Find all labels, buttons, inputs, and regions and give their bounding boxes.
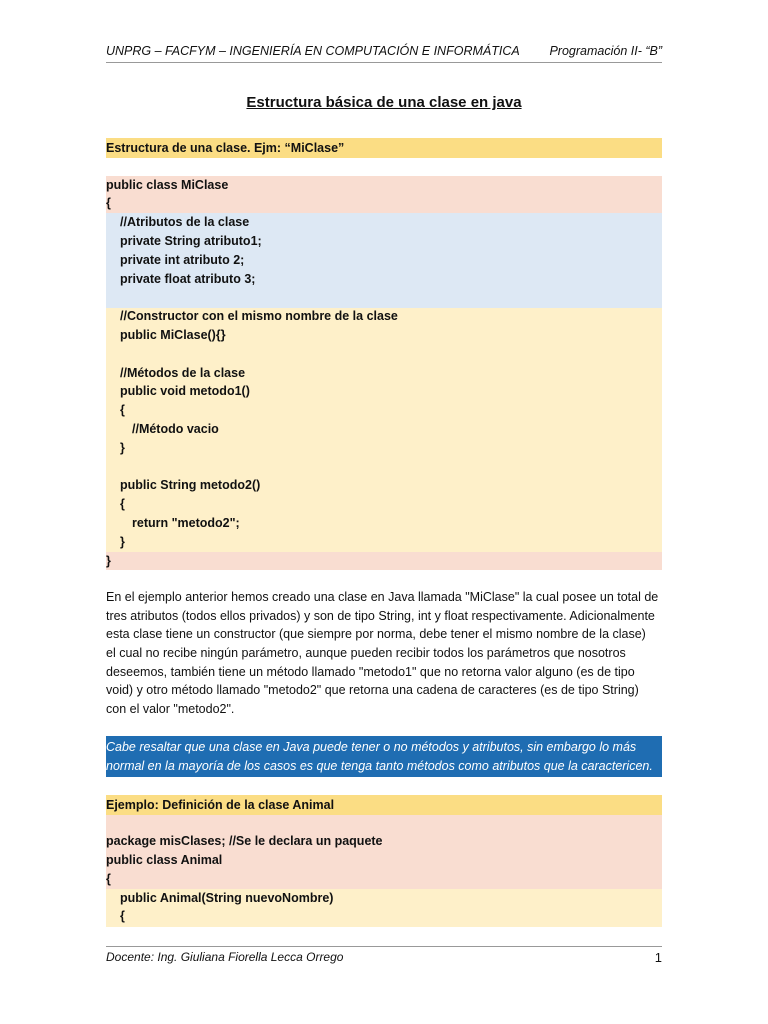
explanation-paragraph — [106, 588, 662, 719]
note-line: Cabe resaltar que una clase en Java puede tener o no métodos y atributos, sin embargo lo más — [106, 740, 637, 754]
code-line: public String metodo2() — [120, 478, 261, 492]
section1-heading: Estructura de una clase. Ejm: “MiClase” — [106, 141, 345, 155]
page-header — [106, 44, 662, 63]
code-line: private String atributo1; — [120, 234, 262, 248]
paragraph-line: En el ejemplo anterior hemos creado una clase en Java llamada "MiClase" la cual posee un total de — [106, 590, 659, 604]
code-line: public class Animal — [106, 853, 223, 867]
page-number: 1 — [654, 950, 662, 965]
page-title: Estructura básica de una clase en java — [246, 94, 522, 111]
highlight-note — [106, 738, 662, 776]
paragraph-line: el cual no recibe ningún parámetro, aunque pueden recibir todos los parámetros que nosotros — [106, 646, 626, 661]
code-line: private int atributo 2; — [120, 253, 245, 267]
code-line: } — [106, 554, 111, 568]
code-line: //Constructor con el mismo nombre de la clase — [120, 309, 398, 323]
code-line: package misClases; //Se le declara un paquete — [106, 834, 383, 848]
header-course: Programación II- “B” — [549, 44, 662, 58]
paragraph-line: tres atributos (todos ellos privados) y son de tipo String, int y float respectivamente. Adicionalmente — [106, 608, 655, 623]
header-institution: UNPRG – FACFYM – INGENIERÍA EN COMPUTACIÓN E INFORMÁTICA — [106, 44, 520, 58]
paragraph-line: void) y otro método llamado "metodo2" que retorna una cadena de caracteres (es de tipo String) — [106, 683, 639, 698]
code-line: { — [106, 196, 111, 210]
note-line: normal en la mayoría de los casos es que tenga tanto métodos como atributos que la caractericen. — [106, 759, 653, 773]
paragraph-line: con el valor "metodo2". — [106, 702, 235, 717]
paragraph-line: deseemos, también tiene un método llamado "metodo1" que no retorna valor alguno (es de tipo — [106, 664, 635, 679]
code-line: } — [120, 441, 125, 455]
footer-author: Docente: Ing. Giuliana Fiorella Lecca Orrego — [106, 950, 344, 964]
code-line: } — [120, 535, 125, 549]
page-footer — [106, 946, 662, 965]
code-line: { — [106, 872, 111, 886]
code-line: { — [120, 909, 125, 923]
code-line: return "metodo2"; — [132, 516, 240, 530]
code-line: private float atributo 3; — [120, 272, 256, 286]
code-line: { — [120, 403, 125, 417]
code-line: public class MiClase — [106, 178, 229, 192]
code-line: //Atributos de la clase — [120, 215, 250, 229]
code-line: //Método vacio — [132, 422, 219, 436]
paragraph-line: esta clase tiene un constructor (que siempre por norma, debe tener el mismo nombre de la clase) — [106, 627, 646, 642]
code-line: public Animal(String nuevoNombre) — [120, 891, 334, 905]
code-line: public void metodo1() — [120, 384, 250, 398]
section2-heading: Ejemplo: Definición de la clase Animal — [106, 798, 335, 812]
code-line: //Métodos de la clase — [120, 366, 246, 380]
code-line: public MiClase(){} — [120, 328, 226, 342]
code-line: { — [120, 497, 125, 511]
